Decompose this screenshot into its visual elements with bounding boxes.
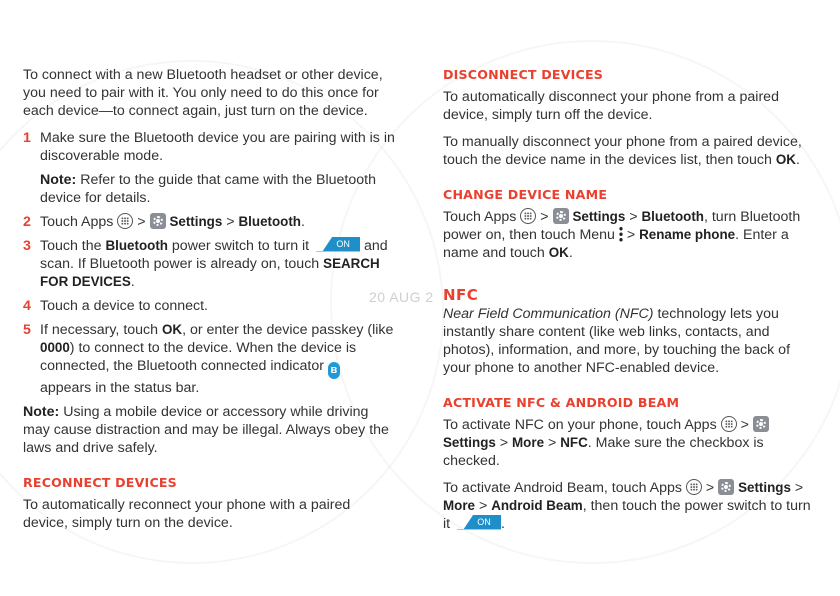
apps-icon: [721, 416, 737, 432]
ui-more: More: [512, 435, 545, 450]
section-heading: DISCONNECT DEVICES: [443, 67, 604, 82]
section-text: Near Field Communication (NFC) technology lets you instantly share content (like web links, contacts, and photos), information, and more, by touching the back of your phone to another NFC-enabled device.: [443, 306, 791, 376]
ui-settings: Settings: [169, 214, 223, 229]
step-5: [23, 321, 395, 397]
ui-bluetooth: Bluetooth: [105, 238, 168, 253]
apps-icon: [520, 208, 536, 224]
watermark-date: 20 AUG 2: [369, 289, 434, 305]
ui-ok: OK: [775, 152, 796, 167]
ui-rename-phone: Rename phone: [639, 227, 736, 242]
ui-settings: Settings: [572, 209, 626, 224]
step-text: appears in the status bar.: [40, 380, 200, 396]
step-text: , or enter the device passkey (like: [182, 322, 394, 338]
right-column: [443, 66, 821, 542]
step-2: [23, 213, 395, 231]
ui-passkey: 0000: [40, 340, 70, 355]
ui-nfc: NFC: [560, 435, 588, 450]
separator: >: [137, 214, 146, 230]
separator: >: [226, 214, 235, 230]
step-text: Touch a device to connect.: [40, 298, 208, 314]
section-text: To activate NFC on your phone, touch Apps > Settings > More > NFC. Make sure the checkbox is checked.: [443, 416, 821, 470]
ui-settings: Settings: [443, 435, 496, 450]
disconnect-section: [443, 66, 821, 169]
settings-icon: [150, 213, 166, 229]
step-text: Touch the: [40, 238, 102, 254]
apps-icon: [686, 479, 702, 495]
step-text: power switch to turn it: [171, 238, 310, 254]
intro-paragraph: To connect with a new Bluetooth headset or other device, you need to pair with it. You only need to do this once for each device—to connect again, just turn on the device.: [23, 67, 383, 119]
note-label: Note:: [40, 172, 77, 188]
apps-icon: [117, 213, 133, 229]
step-4: [23, 297, 395, 315]
period: .: [130, 274, 135, 290]
step-3: [23, 237, 395, 291]
menu-icon: [619, 226, 623, 242]
step-1: [23, 129, 395, 165]
step-number: 4: [23, 298, 31, 314]
section-text: To manually disconnect your phone from a paired device, touch the device name in the devices list, then touch OK.: [443, 134, 802, 168]
left-column: [23, 66, 395, 541]
reconnect-section: [23, 474, 395, 532]
settings-icon: [753, 416, 769, 432]
ui-bluetooth: Bluetooth: [641, 209, 704, 224]
bluetooth-icon: ʙ: [328, 362, 340, 379]
section-heading: CHANGE DEVICE NAME: [443, 187, 608, 202]
step-number: 1: [23, 130, 31, 146]
section-text: To automatically reconnect your phone with a paired device, simply turn on the device.: [23, 497, 351, 531]
settings-icon: [553, 208, 569, 224]
on-toggle-icon: ON: [457, 515, 501, 530]
settings-icon: [718, 479, 734, 495]
ui-bluetooth: Bluetooth: [238, 214, 301, 229]
note-text: Refer to the guide that came with the Bluetooth device for details.: [40, 172, 376, 206]
step-text: and scan. If Bluetooth power is already on, touch: [40, 238, 388, 272]
step-text: Make sure the Bluetooth device you are pairing with is in discoverable mode.: [40, 130, 395, 164]
step-text: Touch Apps: [40, 214, 114, 230]
step-number: 3: [23, 238, 31, 254]
ui-ok: OK: [548, 245, 569, 260]
step-number: 5: [23, 322, 31, 338]
rename-section: [443, 186, 821, 262]
step-text: If necessary, touch: [40, 322, 159, 338]
section-text: Touch Apps > Settings > Bluetooth, turn Bluetooth power on, then touch Menu > Rename phone. Enter a name and touch OK.: [443, 209, 801, 261]
on-toggle-icon: ON: [316, 237, 360, 252]
ui-more: More: [443, 498, 475, 513]
note-text: Using a mobile device or accessory while driving may cause distraction and may be illegal. Always obey the laws and drive safely.: [23, 404, 389, 456]
period: .: [300, 214, 305, 230]
nfc-section: [443, 286, 821, 377]
nfc-heading: NFC: [443, 286, 479, 304]
ui-settings: Settings: [738, 480, 791, 495]
section-heading: ACTIVATE NFC & ANDROID BEAM: [443, 395, 680, 410]
ui-android-beam: Android Beam: [491, 498, 583, 513]
driving-note: [23, 403, 395, 457]
beam-section: [443, 394, 821, 533]
note-label: Note:: [23, 404, 60, 420]
step-number: 2: [23, 214, 31, 230]
ui-ok: OK: [161, 322, 183, 337]
section-heading: RECONNECT DEVICES: [23, 475, 177, 490]
ui-search-for-devices: SEARCH FOR DEVICES: [40, 256, 380, 289]
section-text: To activate Android Beam, touch Apps > Settings > More > Android Beam, then touch the power switch to turn it ON .: [443, 480, 811, 532]
section-text: To automatically disconnect your phone from a paired device, simply turn off the device.: [443, 89, 779, 123]
step-text: ) to connect to the device. When the device is connected, the Bluetooth connected indicator: [40, 340, 357, 374]
step-1-note: [23, 171, 395, 207]
